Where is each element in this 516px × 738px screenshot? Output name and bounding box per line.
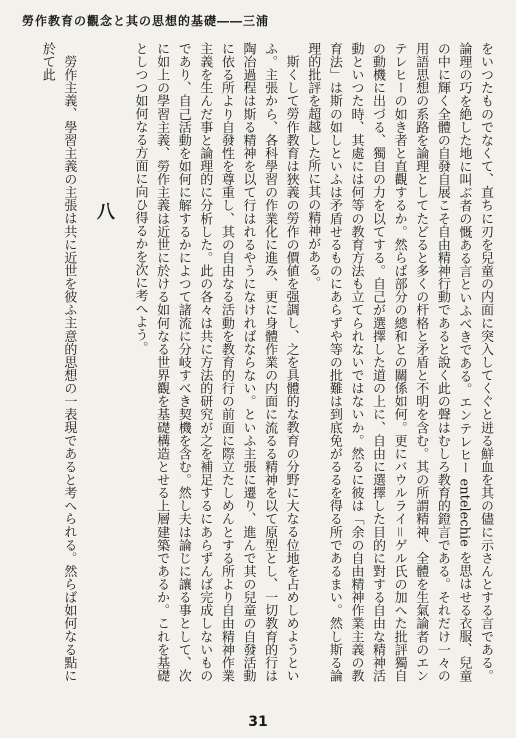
running-header: 勞作教育の觀念と其の思想的基礎――三浦 — [22, 14, 270, 28]
section-number: 八 — [93, 202, 115, 220]
paragraph: 斯くして勞作教育は狹義の勞作の價値を强調し、之を具體的な教育の分野に大なる位地を占めしめようといふ。主張から、各科學習の作業化に進み、更に身體作業の内面に流るる精神を以て原型とし、一切教育的行は陶冶過程は斯る精神を以て行はれるやうになければならない。といふ主張に遷り、進んで其の兒童の自發活動に依る所より自發性を尊重し、其の自由なる活動を教育的行の前面に際立たしめんとする所より自由精神作業主義を生んだ事と論理的に分析した。此の各々は共に方法的研究が之を補足するにあらずんば完成しないものであり、自己活動を如何に解するかによつて諸流に分岐すべき契機を含む。然し夫は論じに讓る事として、次に如上の學習主義、勞作主義は近世に於ける如何なる世界觀を基礎構造とせる上層建築であるか。これを基礎としつつ如何なる方面に向ひ得るかを次に考へよう。 — [132, 42, 299, 682]
paragraph: 勞作主義、學習主義の主張は共に近世を彼ふ主意的思想の一表現であると考へられる。然らば如何なる點に於て此 — [39, 42, 77, 682]
page-number: 31 — [248, 714, 268, 730]
page-body — [16, 42, 496, 682]
paragraph: をいつたものでなくて、直ちに刃を兒童の内面に突入してくぐと迸る鮮血を其の儘に示さんとする言である。論理の巧を絶した地に叫ぶ者の慨ある言といふべきである。エンテレヒー entelechie を思はせる衣服、兒童の中に輝く全體の自發自展こそ自由精神行動であると說く此の聲はむしろ教育的鐙言である。それだけ一々の用語思想の系路を論理としてたどると多くの杆格と矛盾と不明を含む。其の所謂精神、全體を生氣論者のエンテレヒーの如き者と直觀するか。然らば部分の總和との關係如何。更にバウルライ＝ゲル氏の加へた批評獨自の動機に出づる、獨自の力を以てする。自己が選擇した道の上に、自由に選擇した目的に對する自由な精神活動といつた時、其處には何等の教育方法も立てられないではないか。然るに彼は「余の自由精神作業主義の教育法」は斯の如しといふは矛盾せるものにあらずや等の批難は到底免がるるを得る所であるまい。然し斯る論理的批評を超越した所に其の精神がある。 — [305, 42, 493, 682]
